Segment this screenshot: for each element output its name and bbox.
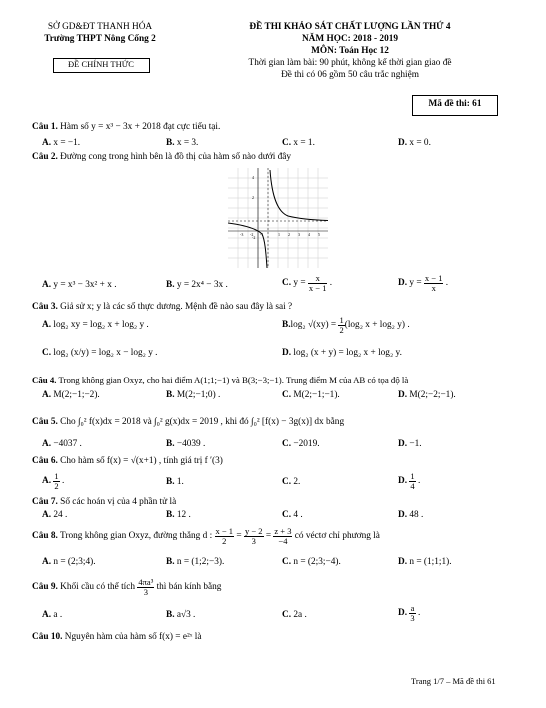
question-10 xyxy=(32,632,202,642)
option-letter: C. xyxy=(282,138,292,148)
question-text: Giả sử x; y là các số thực dương. Mệnh đề nào sau đây là sai ? xyxy=(57,302,293,312)
question-text: Trong không gian Oxyz, đường thẳng xyxy=(57,531,201,542)
exam-title: ĐỀ THI KHẢO SÁT CHẤT LƯỢNG LẦN THỨ 4 xyxy=(249,22,451,32)
question-9: Câu 9. Khối cầu có thể tích $\frac{\text{4πa³}}{3}$ thì bán kính bằng xyxy=(32,577,222,597)
option-letter: D. xyxy=(398,510,408,520)
option-letter: D. xyxy=(282,348,292,358)
curve-left xyxy=(228,223,267,268)
question-text: Đường cong trong hình bên là đồ thị của hàm số nào dưới đây xyxy=(57,152,292,162)
question-text: Cho hàm số f(x) = √(x+1) , tính giá trị f ′(3) xyxy=(57,456,223,466)
question-number: Câu 3. xyxy=(32,302,58,312)
option-letter: A. xyxy=(42,280,52,290)
option-a[interactable]: A. $\frac{1}{2}$ . xyxy=(42,471,65,491)
question-number: Câu 1. xyxy=(32,122,58,132)
option-d[interactable]: D. $\frac{a}{3}$ . xyxy=(398,603,421,623)
option-letter: C. xyxy=(282,557,292,567)
exam-code: Mã đề thi: 61 xyxy=(428,99,482,109)
page-footer: Trang 1/7 – Mã đề thi 61 xyxy=(411,676,496,686)
option-letter: B. xyxy=(166,280,175,290)
option-c[interactable]: x = 1. xyxy=(293,138,315,148)
official-label: ĐỀ CHÍNH THỨC xyxy=(68,59,134,69)
question-text: Khối cầu có thể tích xyxy=(57,582,136,593)
option-letter: D. xyxy=(398,557,408,567)
option-letter: A. xyxy=(42,610,52,620)
option-b[interactable]: a√3 . xyxy=(176,610,196,620)
question-number: Câu 5. xyxy=(32,417,58,427)
question-text: Nguyên hàm của hàm số f(x) = e²ˣ là xyxy=(62,632,202,642)
option-c[interactable]: log₂ (x/y) = log₂ x − log₂ y . xyxy=(53,348,158,358)
option-letter: C. xyxy=(282,390,292,400)
option-c[interactable]: M(2;−1;−1). xyxy=(293,390,340,400)
option-letter: D. xyxy=(398,439,408,449)
question-number: Câu 6. xyxy=(32,456,58,466)
question-text: Số các hoán vị của 4 phần tử là xyxy=(57,497,177,507)
option-a[interactable]: 24 . xyxy=(53,510,68,520)
option-c[interactable]: 2. xyxy=(293,477,301,487)
option-letter: C. xyxy=(282,510,292,520)
option-letter: A. xyxy=(42,557,52,567)
option-b[interactable]: 1. xyxy=(176,477,184,487)
option-d[interactable]: M(2;−2;−1). xyxy=(409,390,456,400)
option-letter: B. xyxy=(166,390,175,400)
option-a[interactable]: −4037 . xyxy=(53,439,82,449)
option-a[interactable]: n = (2;3;4). xyxy=(53,557,96,567)
option-a[interactable]: M(2;−1;−2). xyxy=(53,390,100,400)
option-letter: B. xyxy=(166,610,175,620)
department: SỞ GD&ĐT THANH HÓA xyxy=(47,22,153,32)
option-b[interactable]: B.log₂ √(xy) = $\frac{1}{2}$ (log₂ x + log₂ y) . xyxy=(282,315,410,335)
question-4 xyxy=(32,375,408,385)
option-letter: B. xyxy=(166,477,175,487)
time-limit: Thời gian làm bài: 90 phút, không kể thời gian giao đề xyxy=(248,58,452,68)
question-number: Câu 10. xyxy=(32,632,63,642)
question-text: Cho xyxy=(57,417,76,427)
option-d[interactable]: D. y = $\frac{x - 1}{x}$ . xyxy=(398,273,449,293)
option-letter: B. xyxy=(166,557,175,567)
question-number: Câu 9. xyxy=(32,582,58,593)
question-1 xyxy=(32,122,220,132)
option-letter: D. xyxy=(398,138,408,148)
option-b[interactable]: M(2;−1;0) . xyxy=(176,390,221,400)
subject: MÔN: Toán Học 12 xyxy=(311,46,389,56)
option-c[interactable]: 2a . xyxy=(293,610,307,620)
option-d[interactable]: 48 . xyxy=(409,510,424,520)
option-d[interactable]: n = (1;1;1). xyxy=(409,557,452,567)
option-letter: C. xyxy=(282,477,292,487)
option-c[interactable]: 4 . xyxy=(293,510,303,520)
option-c[interactable]: −2019. xyxy=(293,439,320,449)
option-a[interactable]: y = x³ − 3x² + x . xyxy=(53,280,117,290)
question-text: Trong không gian Oxyz, cho hai điểm A(1;1;−1) và B(3;−3;−1). Trung điểm M của AB có tọa độ là xyxy=(56,375,409,385)
option-b[interactable]: n = (1;2;−3). xyxy=(176,557,225,567)
option-letter: D. xyxy=(398,278,408,289)
option-letter: B. xyxy=(166,138,175,148)
option-letter: D. xyxy=(398,476,408,487)
school-name: Trường THPT Nông Cống 2 xyxy=(44,34,156,44)
option-letter: B. xyxy=(166,439,175,449)
question-5: Câu 5. Cho ∫₀² f(x)dx = 2018 và ∫₀² g(x)dx = 2019 , khi đó ∫₀² [f(x) − 3g(x)] dx bằng xyxy=(32,417,345,427)
option-c[interactable]: n = (2;3;−4). xyxy=(293,557,341,567)
option-b[interactable]: 12 . xyxy=(176,510,191,520)
option-b[interactable]: y = 2x⁴ − 3x . xyxy=(176,280,228,290)
option-a[interactable]: log₂ xy = log₂ x + log₂ y . xyxy=(53,320,149,330)
option-d[interactable]: x = 0. xyxy=(409,138,431,148)
option-c[interactable]: C. y = $\frac{x}{x - 1}$ . xyxy=(282,273,333,293)
option-letter: B. xyxy=(282,320,291,331)
option-a[interactable]: x = −1. xyxy=(53,138,81,148)
option-d[interactable]: D. $\frac{1}{4}$ . xyxy=(398,471,421,491)
option-b[interactable]: x = 3. xyxy=(176,138,199,148)
option-b[interactable]: −4039 . xyxy=(176,439,206,449)
question-6 xyxy=(32,456,223,466)
option-d[interactable]: log₂ (x + y) = log₂ x + log₂ y. xyxy=(293,348,402,358)
question-7 xyxy=(32,497,176,507)
option-letter: C. xyxy=(282,439,292,449)
page-info: Đề thi có 06 gồm 50 câu trắc nghiệm xyxy=(281,70,419,80)
function-graph xyxy=(228,168,328,268)
curve-right xyxy=(270,170,328,221)
question-number: Câu 4. xyxy=(32,375,57,385)
option-letter: A. xyxy=(42,510,52,520)
question-text: Hàm số y = x³ − 3x + 2018 đạt cực tiểu tại. xyxy=(57,122,221,132)
option-letter: D. xyxy=(398,390,408,400)
question-8: Câu 8. Trong không gian Oxyz, đường thẳng d : $\frac{x - 1}{2}$ = $\frac{y - 2}{3}$ = $\frac{z + 3}{-4}$ có véctơ chỉ phương là xyxy=(32,526,380,546)
option-letter: A. xyxy=(42,439,52,449)
school-year: NĂM HỌC: 2018 - 2019 xyxy=(301,34,399,44)
question-number: Câu 7. xyxy=(32,497,58,507)
option-letter: C. xyxy=(42,348,52,358)
option-letter: C. xyxy=(282,610,292,620)
option-letter: C. xyxy=(282,278,292,289)
option-letter: D. xyxy=(398,608,408,619)
option-letter: A. xyxy=(42,138,52,148)
option-d[interactable]: −1. xyxy=(409,439,422,449)
question-3 xyxy=(32,302,292,312)
question-2 xyxy=(32,152,291,162)
option-letter: B. xyxy=(166,510,175,520)
option-a[interactable]: a . xyxy=(53,610,63,620)
option-letter: A. xyxy=(42,390,52,400)
option-letter: A. xyxy=(42,320,52,330)
option-letter: A. xyxy=(42,476,52,487)
question-number: Câu 2. xyxy=(32,152,58,162)
question-number: Câu 8. xyxy=(32,531,58,542)
